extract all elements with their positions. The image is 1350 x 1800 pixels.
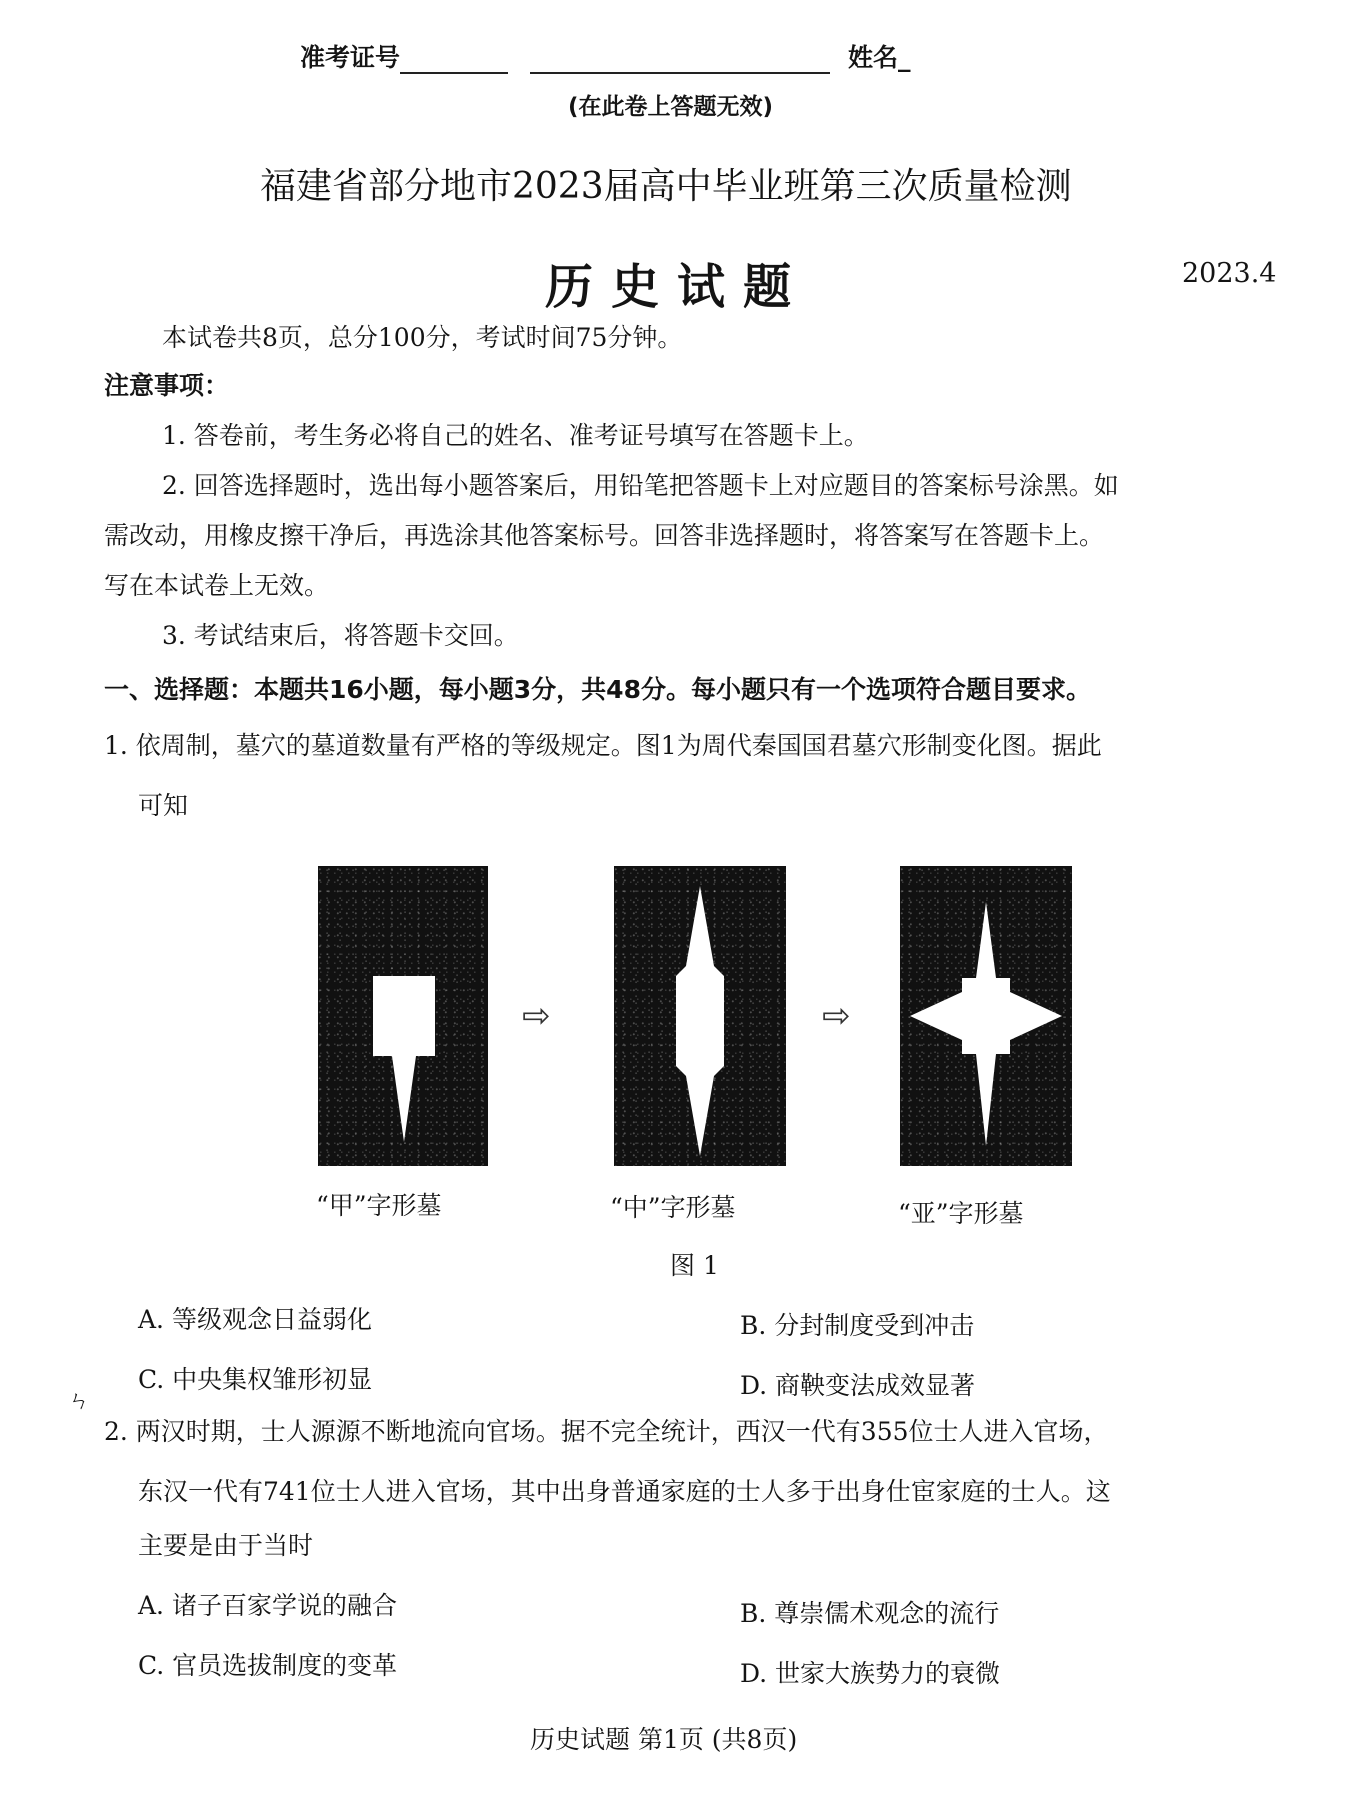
question-2-stem-line-3: 主要是由于当时: [138, 1531, 314, 1560]
question-2-stem-line-1: 2. 两汉时期，士人源源不断地流向官场。据不完全统计，西汉一代有355位士人进入官场，: [104, 1417, 1109, 1446]
margin-mark: ㄣ: [68, 1389, 91, 1414]
tomb-zhong-figure: [614, 866, 786, 1166]
note-item-2-line-3: 写在本试卷上无效。: [104, 571, 330, 600]
exam-id-label: 准考证号: [300, 43, 401, 72]
q1-option-c[interactable]: C. 中央集权雏形初显: [138, 1365, 373, 1394]
arrow-icon: ⇨: [522, 996, 551, 1036]
tomb-ya-shape: [900, 866, 1072, 1166]
exam-header: [300, 38, 911, 74]
page-footer: 历史试题 第1页 (共8页): [530, 1725, 798, 1754]
exam-id-blank-2[interactable]: [530, 48, 830, 74]
exam-date: 2023.4: [1182, 258, 1277, 289]
q2-option-b[interactable]: B. 尊崇儒术观念的流行: [740, 1599, 1000, 1628]
q1-option-a[interactable]: A. 等级观念日益弱化: [138, 1305, 372, 1334]
intro-text: 本试卷共8页，总分100分，考试时间75分钟。: [162, 323, 683, 352]
caption-zhong: “中”字形墓: [610, 1193, 736, 1222]
question-1-stem-line-2: 可知: [138, 791, 189, 820]
subject-title: 历史试题: [545, 259, 810, 315]
name-blank[interactable]: _: [898, 43, 911, 72]
q2-option-d[interactable]: D. 世家大族势力的衰微: [740, 1659, 1001, 1688]
tomb-jia-shape: [318, 866, 488, 1166]
tomb-ya-figure: [900, 866, 1072, 1166]
note-item-2-line-1: 2. 回答选择题时，选出每小题答案后，用铅笔把答题卡上对应题目的答案标号涂黑。如: [162, 471, 1119, 500]
tomb-zhong-shape: [614, 866, 786, 1166]
q2-option-a[interactable]: A. 诸子百家学说的融合: [138, 1591, 397, 1620]
notes-heading: 注意事项：: [104, 371, 230, 400]
q2-option-c[interactable]: C. 官员选拔制度的变革: [138, 1651, 398, 1680]
figure-label: 图 1: [670, 1251, 719, 1280]
tomb-jia-figure: [318, 866, 488, 1166]
q1-option-d[interactable]: D. 商鞅变法成效显著: [740, 1371, 976, 1400]
caption-jia: “甲”字形墓: [316, 1191, 442, 1220]
name-label: 姓名: [848, 43, 899, 72]
section-1-heading: 一、选择题：本题共16小题，每小题3分，共48分。每小题只有一个选项符合题目要求。: [104, 675, 1091, 704]
note-item-2-line-2: 需改动，用橡皮擦干净后，再选涂其他答案标号。回答非选择题时，将答案写在答题卡上。: [104, 521, 1105, 550]
invalid-note: (在此卷上答题无效): [568, 94, 774, 120]
question-2-stem-line-2: 东汉一代有741位士人进入官场，其中出身普通家庭的士人多于出身仕宦家庭的士人。这: [138, 1477, 1111, 1506]
caption-ya: “亚”字形墓: [898, 1199, 1024, 1228]
exam-id-blank[interactable]: [400, 48, 508, 74]
q1-option-b[interactable]: B. 分封制度受到冲击: [740, 1311, 975, 1340]
question-1-stem-line-1: 1. 依周制，墓穴的墓道数量有严格的等级规定。图1为周代秦国国君墓穴形制变化图。据此: [104, 731, 1102, 760]
arrow-icon-2: ⇨: [822, 996, 851, 1036]
note-item-1: 1. 答卷前，考生务必将自己的姓名、准考证号填写在答题卡上。: [162, 421, 869, 450]
note-item-3: 3. 考试结束后，将答题卡交回。: [162, 621, 519, 650]
exam-title: 福建省部分地市2023届高中毕业班第三次质量检测: [260, 166, 1072, 207]
